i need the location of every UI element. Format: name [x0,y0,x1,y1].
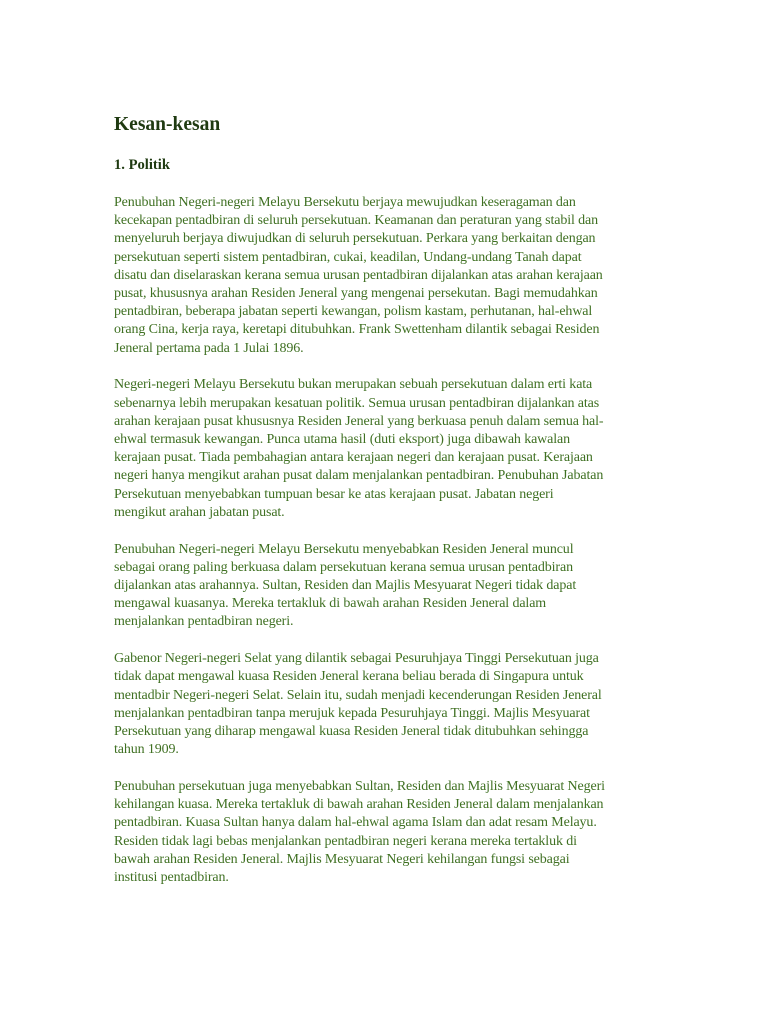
text-line: Gabenor Negeri-negeri Selat yang dilantik sebagai Pesuruhjaya Tinggi Persekutuan juga [114,651,599,667]
text-line: mengikut arahan jabatan pusat. [114,504,285,520]
text-line: kerajaan pusat. Tiada pembahagian antara kerajaan negeri dan kerajaan pusat. Kerajaan [114,450,593,466]
text-line: kehilangan kuasa. Mereka tertakluk di bawah arahan Residen Jeneral dalam menjalankan [114,797,604,813]
text-line: institusi pentadbiran. [114,870,229,886]
text-line: orang Cina, kerja raya, keretapi ditubuhkan. Frank Swettenham dilantik sebagai Residen [114,322,600,338]
text-line: mengawal kuasanya. Mereka tertakluk di bawah arahan Residen Jeneral dalam [114,596,547,612]
paragraph [114,541,674,632]
text-line: Jeneral pertama pada 1 Julai 1896. [114,340,304,356]
text-line: kecekapan pentadbiran di seluruh persekutuan. Keamanan dan peraturan yang stabil dan [114,213,599,229]
text-line: Residen tidak lagi bebas menjalankan pentadbiran negeri kerana mereka tertakluk di [114,833,577,849]
text-line: persekutuan seperti sistem pentadbiran, cukai, keadilan, Undang-undang Tanah dapat [114,249,582,265]
text-line: sebagai orang paling berkuasa dalam persekutuan kerana semua urusan pentadbiran [114,559,573,575]
paragraph [114,194,674,358]
text-line: mentadbir Negeri-negeri Selat. Selain itu, sudah menjadi kecenderungan Residen Jeneral [114,687,602,703]
text-line: tidak dapat mengawal kuasa Residen Jeneral kerana beliau berada di Singapura untuk [114,669,584,685]
text-line: Persekutuan menyebabkan tumpuan besar ke atas kerajaan pusat. Jabatan negeri [114,486,554,502]
text-line: menjalankan pentadbiran tanpa merujuk kepada Pesuruhjaya Tinggi. Majlis Mesyuarat [114,705,590,721]
text-line: pentadbiran. Kuasa Sultan hanya dalam hal-ehwal agama Islam dan adat resam Melayu. [114,815,597,831]
text-line: Penubuhan Negeri-negeri Melayu Bersekutu berjaya mewujudkan keseragaman dan [114,195,576,210]
text-line: dijalankan atas arahannya. Sultan, Residen dan Majlis Mesyuarat Negeri tidak dapat [114,578,577,594]
text-line: Persekutuan yang diharap mengawal kuasa Residen Jeneral tidak ditubuhkan sehingga [114,724,589,740]
text-line: disatu dan diselaraskan kerana semua urusan pentadbiran dijalankan atas arahan kerajaan [114,267,603,283]
document-content [114,110,674,887]
text-line: bawah arahan Residen Jeneral. Majlis Mesyuarat Negeri kehilangan fungsi sebagai [114,851,570,867]
section-heading: 1. Politik [114,157,170,173]
paragraph [114,650,674,759]
text-line: pentadbiran, beberapa jabatan seperti kewangan, polism kastam, perhutanan, hal-ehwal [114,304,593,320]
text-line: pusat, khususnya arahan Residen Jeneral yang mengenai persekutan. Bagi memudahkan [114,286,598,302]
paragraph [114,778,674,887]
page-title: Kesan-kesan [114,114,221,135]
text-line: tahun 1909. [114,742,179,758]
text-line: menjalankan pentadbiran negeri. [114,614,294,630]
text-line: Penubuhan persekutuan juga menyebabkan Sultan, Residen dan Majlis Mesyuarat Negeri [114,779,605,795]
text-line: menyeluruh berjaya diwujudkan di seluruh persekutuan. Perkara yang berkaitan dengan [114,231,596,247]
text-line: negeri hanya mengikut arahan pusat dalam menjalankan pentadbiran. Penubuhan Jabatan [114,468,604,484]
text-line: sebenarnya lebih merupakan kesatuan politik. Semua urusan pentadbiran dijalankan atas [114,395,600,411]
text-line: Negeri-negeri Melayu Bersekutu bukan merupakan sebuah persekutuan dalam erti kata [114,377,593,393]
text-line: Penubuhan Negeri-negeri Melayu Bersekutu menyebabkan Residen Jeneral muncul [114,541,574,557]
text-line: ehwal termasuk kewangan. Punca utama hasil (duti eksport) juga dibawah kawalan [114,432,570,448]
text-line: arahan kerajaan pusat khususnya Residen Jeneral yang berkuasa penuh dalam semua hal- [114,413,604,429]
paragraph [114,376,674,522]
